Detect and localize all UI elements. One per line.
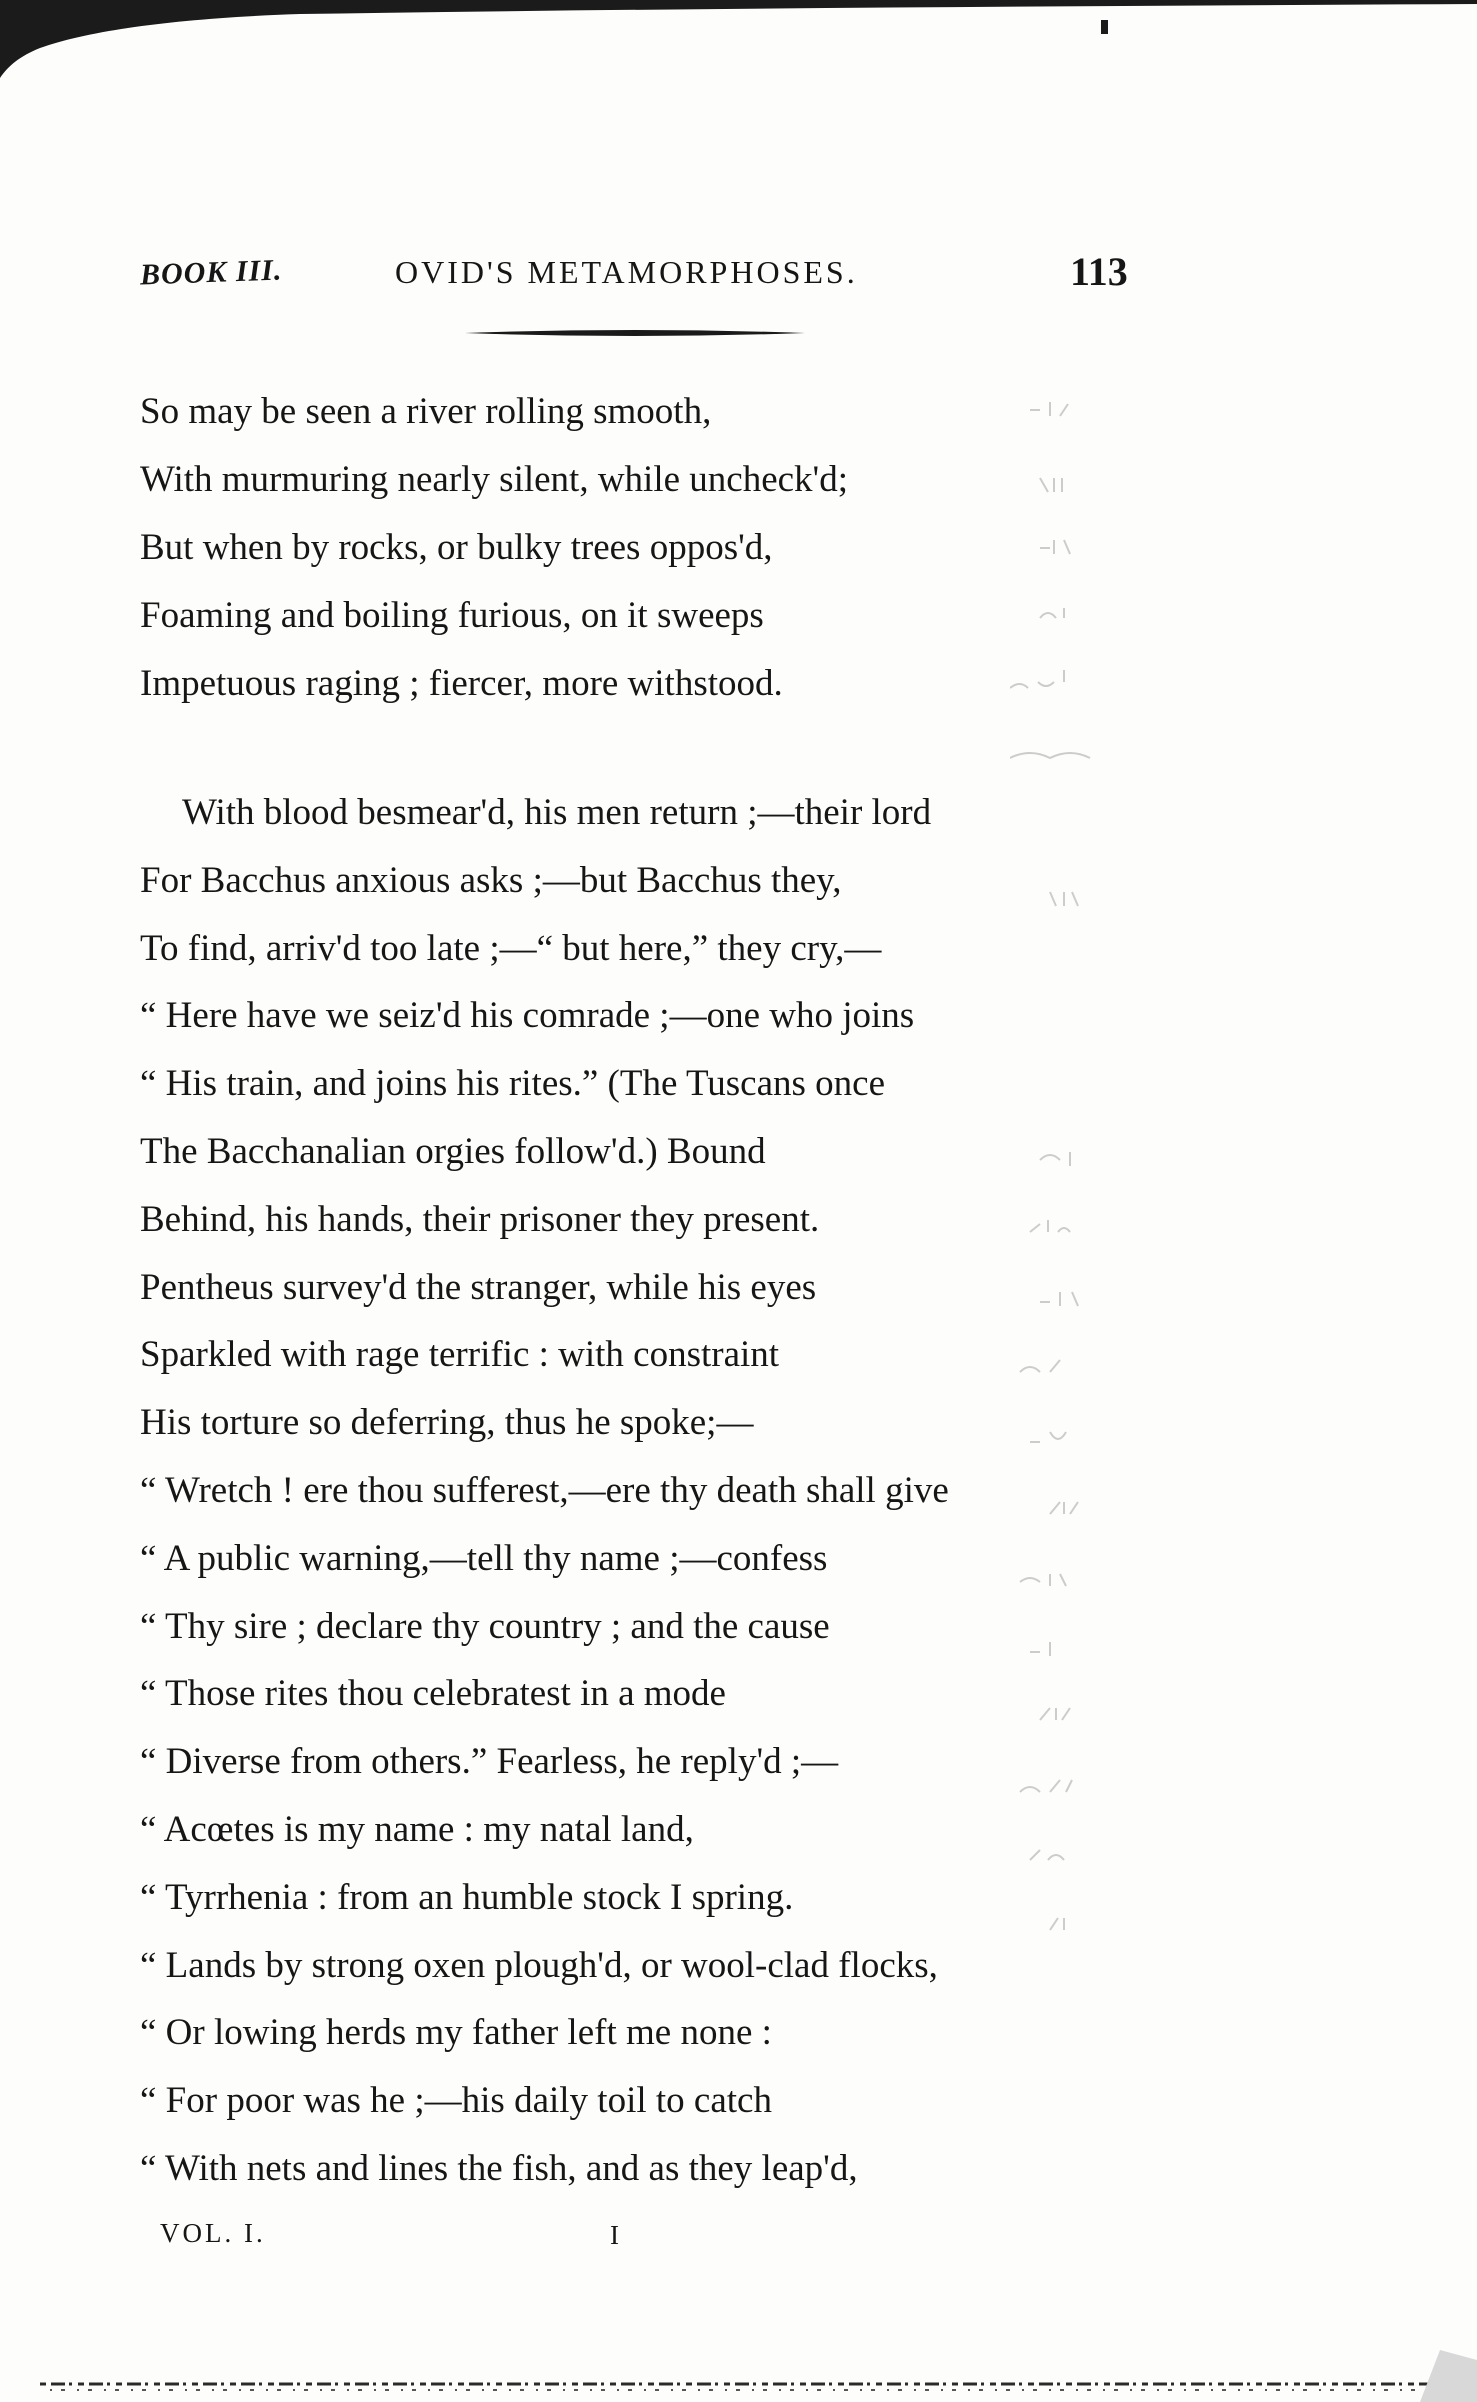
verse-line: With blood besmear'd, his men return ;—their lord	[182, 792, 932, 833]
verse-line: “ His train, and joins his rites.” (The Tuscans once	[140, 1063, 886, 1105]
verse-line: To find, arriv'd too late ;—“ but here,” they cry,—	[140, 927, 882, 969]
verse-line: Behind, his hands, their prisoner they present.	[140, 1198, 820, 1240]
verse-line: For Bacchus anxious asks ;—but Bacchus they,	[140, 859, 842, 901]
verse-line: “ Lands by strong oxen plough'd, or wool-clad flocks,	[140, 1944, 938, 1986]
verse-line: Foaming and boiling furious, on it sweeps	[140, 595, 764, 636]
stanza-2	[140, 779, 1140, 2203]
volume-label: VOL. I.	[160, 2218, 266, 2248]
stanza-1	[140, 378, 1140, 718]
verse-line: His torture so deferring, thus he spoke;—	[140, 1402, 754, 1444]
show-through-marks	[1010, 390, 1110, 2290]
verse-line: “ Here have we seiz'd his comrade ;—one who joins	[140, 995, 915, 1037]
running-header	[140, 248, 1140, 298]
verse-line: Impetuous raging ; fiercer, more withstood.	[140, 663, 783, 704]
verse-line: “ A public warning,—tell thy name ;—confess	[140, 1537, 828, 1579]
verse-line: “ For poor was he ;—his daily toil to catch	[140, 2080, 772, 2122]
verse-line: But when by rocks, or bulky trees oppos'd,	[140, 527, 773, 568]
verse-line: “ Diverse from others.” Fearless, he reply'd ;—	[140, 1741, 839, 1783]
book-label: BOOK III.	[139, 253, 283, 292]
scan-bottom-edge	[0, 2350, 1477, 2402]
running-title: OVID'S METAMORPHOSES.	[395, 254, 858, 290]
verse-line: “ Wretch ! ere thou sufferest,—ere thy death shall give	[140, 1469, 949, 1511]
header-rule	[465, 328, 805, 338]
verse-line: “ Thy sire ; declare thy country ; and the cause	[140, 1605, 830, 1647]
verse-line: The Bacchanalian orgies follow'd.) Bound	[140, 1130, 766, 1172]
page-footer	[160, 2218, 960, 2258]
page-number: 113	[1070, 249, 1128, 294]
verse-line: “ Acœtes is my name : my natal land,	[140, 1808, 694, 1850]
signature-mark: I	[610, 2220, 619, 2250]
verse-line: Pentheus survey'd the stranger, while his eyes	[140, 1266, 817, 1308]
verse-line: “ Those rites thou celebratest in a mode	[140, 1673, 726, 1715]
verse-line: With murmuring nearly silent, while uncheck'd;	[140, 459, 849, 500]
verse-line: “ With nets and lines the fish, and as they leap'd,	[140, 2147, 858, 2189]
verse-line: “ Or lowing herds my father left me none :	[140, 2012, 772, 2054]
scan-shadow-corner	[0, 0, 1477, 120]
verse-line: So may be seen a river rolling smooth,	[140, 391, 712, 432]
verse-line: Sparkled with rage terrific : with constraint	[140, 1334, 780, 1376]
verse-line: “ Tyrrhenia : from an humble stock I spring.	[140, 1876, 794, 1918]
